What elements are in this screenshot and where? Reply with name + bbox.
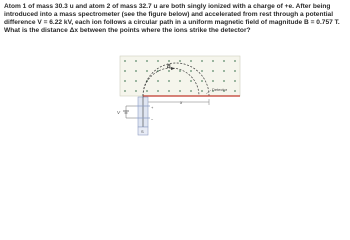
field-dot: [124, 90, 126, 92]
field-dot: [179, 90, 181, 92]
field-dot: [124, 80, 126, 82]
field-dot: [179, 70, 181, 72]
field-dot: [190, 80, 192, 82]
field-dot: [223, 80, 225, 82]
field-dot: [190, 60, 192, 62]
x-label: x: [180, 100, 183, 105]
field-dot: [201, 60, 203, 62]
voltage-label: V: [117, 110, 121, 115]
field-dot: [190, 70, 192, 72]
detector-label: Detector: [212, 87, 228, 92]
source-label: S: [141, 129, 144, 134]
field-dot: [124, 60, 126, 62]
field-dot: [135, 70, 137, 72]
field-label: B: [167, 64, 171, 70]
field-dot: [234, 90, 236, 92]
field-dot: [135, 90, 137, 92]
field-dot: [135, 60, 137, 62]
field-dot: [146, 70, 148, 72]
field-dot: [201, 70, 203, 72]
field-dot: [146, 90, 148, 92]
field-dot: [201, 80, 203, 82]
minus-label: −: [151, 117, 154, 122]
field-dot: [157, 90, 159, 92]
field-dot: [212, 70, 214, 72]
field-dot: [234, 70, 236, 72]
field-dot: [124, 70, 126, 72]
field-dot: [168, 90, 170, 92]
field-dot: [201, 90, 203, 92]
field-dot: [179, 80, 181, 82]
field-dot: [234, 80, 236, 82]
field-dot: [179, 60, 181, 62]
field-dot: [223, 60, 225, 62]
field-dot: [190, 90, 192, 92]
question-text: Atom 1 of mass 30.3 u and atom 2 of mass 32.7 u are both singly ionized with a charge of +e. After being introduced into a mass spectrometer (see the figure below) and accelerated from rest through a potential difference V = 6.22 kV, each ion follows a circular path in a uniform magnetic field of magnitude B = 0.757 T. What is the distance Δx between the points where the ions strike the detector?: [4, 3, 340, 35]
field-dot: [168, 70, 170, 72]
field-dot: [135, 80, 137, 82]
field-dot: [168, 80, 170, 82]
field-dot: [234, 60, 236, 62]
field-dot: [157, 60, 159, 62]
field-dot: [223, 70, 225, 72]
field-dot: [212, 80, 214, 82]
field-dot: [146, 60, 148, 62]
field-dot: [168, 60, 170, 62]
plus-label: +: [151, 105, 154, 110]
field-dot: [212, 60, 214, 62]
field-dot: [157, 80, 159, 82]
